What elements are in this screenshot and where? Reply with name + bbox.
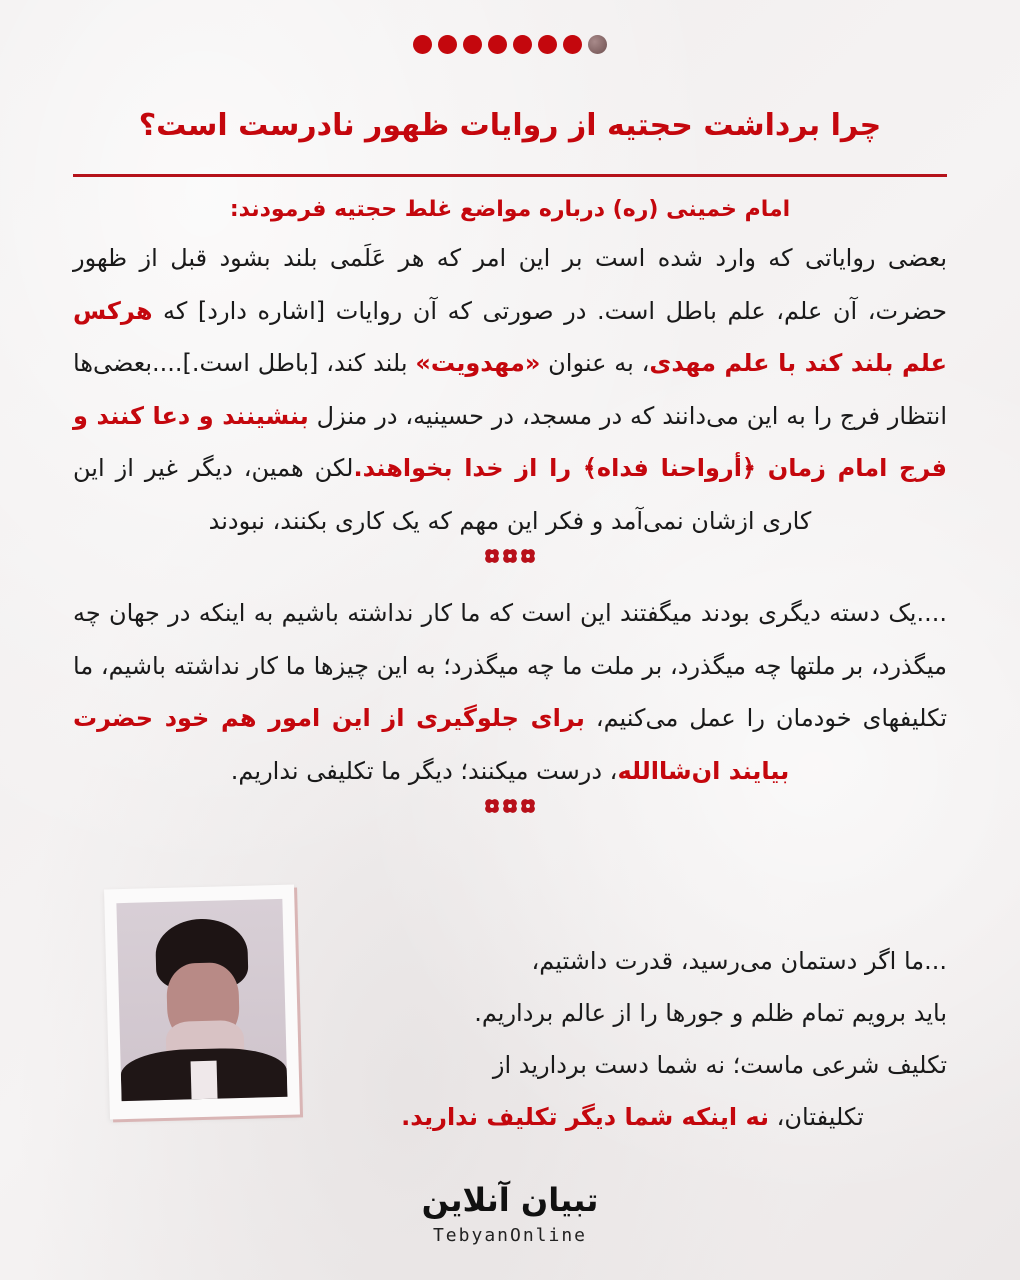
highlight-text: بنشینند و دعا کنند و فرج امام زمان ﴿أرواحنا فداه﴾ را از خدا بخواهند. bbox=[73, 401, 947, 482]
page-dot bbox=[463, 35, 482, 54]
text-line: ...ما اگر دستمان می‌رسید، قدرت داشتیم، bbox=[531, 947, 947, 975]
subtitle: امام خمینی (ره) درباره مواضع غلط حجتیه فرمودند: bbox=[229, 197, 791, 222]
text: بعضی روایاتی که وارد شده است بر این امر که هر عَلَمی بلند بشود قبل از ظهور حضرت، آن علم، علم باطل است. در صورتی که آن روایات [اشاره دارد] که bbox=[73, 244, 947, 325]
flower-icon bbox=[485, 549, 499, 563]
paragraph-2 bbox=[73, 587, 947, 797]
highlight-text: هرکس علم بلند کند با علم مهدی bbox=[73, 296, 947, 377]
main-content bbox=[73, 192, 947, 837]
flower-icon bbox=[485, 799, 499, 813]
highlight-text: برای جلوگیری از این امور هم خود حضرت بیایند ان‌شاالله bbox=[73, 704, 790, 785]
pagination-dots bbox=[0, 35, 1020, 54]
text-line bbox=[318, 1091, 947, 1143]
text-line: تکلیف شرعی ماست؛ نه شما دست بردارید از bbox=[492, 1051, 947, 1079]
page-dot bbox=[413, 35, 432, 54]
collar-shape bbox=[191, 1061, 218, 1101]
flower-icon bbox=[521, 549, 535, 563]
logo-persian: تبیان آنلاین bbox=[421, 1181, 599, 1219]
title-divider bbox=[73, 174, 947, 177]
page-dot bbox=[513, 35, 532, 54]
text-line: باید برویم تمام ظلم و جورها را از عالم برداریم. bbox=[474, 999, 947, 1027]
page-dot bbox=[538, 35, 557, 54]
text: ، به عنوان bbox=[540, 349, 650, 377]
text: ....یک دسته دیگری بودند میگفتند این است که ما کار نداشته باشیم به اینکه در جهان چه میگذرد، بر ملتها چه میگذرد، بر ملت ما چه میگذرد؛ به این چیزها ما کار نداشته باشیم، ما تکلیفهای خودمان را عمل می‌کنیم، bbox=[73, 599, 947, 732]
page-dot-inactive bbox=[588, 35, 607, 54]
page-dot bbox=[563, 35, 582, 54]
flower-icon bbox=[521, 799, 535, 813]
logo-english: TebyanOnline bbox=[432, 1225, 588, 1246]
page-title: چرا برداشت حجتیه از روایات ظهور نادرست است؟ bbox=[138, 108, 882, 143]
flower-icon bbox=[503, 799, 517, 813]
text: لکن همین، دیگر غیر از این کاری ازشان نمی‌آمد و فکر این مهم که یک کاری بکنند، نبودند bbox=[73, 454, 812, 535]
page-dot bbox=[488, 35, 507, 54]
paragraph-3 bbox=[318, 935, 947, 1143]
portrait-photo bbox=[104, 885, 300, 1120]
page-dot bbox=[438, 35, 457, 54]
brand-logo bbox=[0, 1180, 1020, 1248]
paragraph-1 bbox=[73, 232, 947, 547]
text: ، درست میکنند؛ دیگر ما تکلیفی نداریم. bbox=[230, 756, 618, 785]
text: بلند کند، [باطل است.]....بعضی‌ها انتظار فرج را به این می‌دانند که در مسجد، در حسینیه، در منزل bbox=[73, 349, 947, 430]
portrait-image bbox=[116, 899, 287, 1101]
highlight-text: نه اینکه شما دیگر تکلیف ندارید. bbox=[401, 1103, 770, 1131]
highlight-text: «مهدویت» bbox=[415, 349, 541, 377]
flower-icon bbox=[503, 549, 517, 563]
text: تکلیفتان، bbox=[769, 1103, 864, 1131]
